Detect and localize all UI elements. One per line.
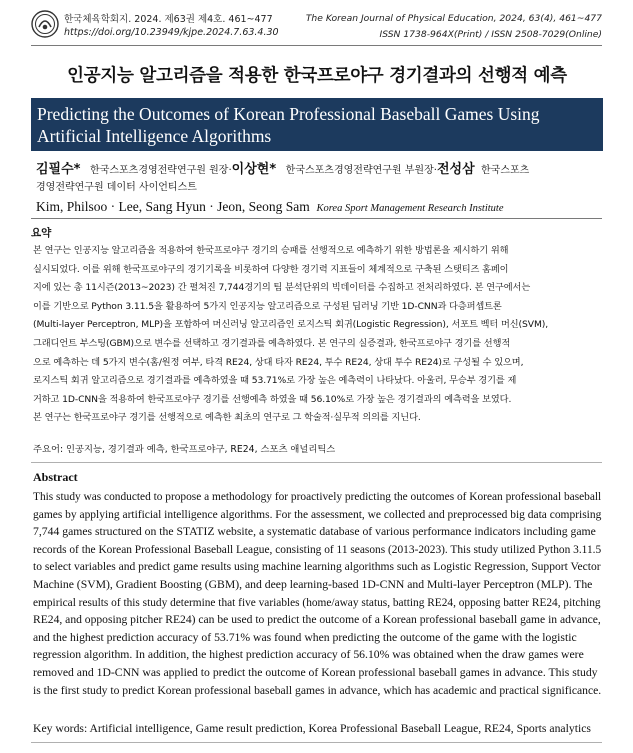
journal-citation-en: The Korean Journal of Physical Education, 2024, 63(4), 461~477 xyxy=(305,13,602,24)
abstract-en-line: 7,744 games structured on the STATIZ website, a systematic database of various performance indicators including game xyxy=(33,525,596,539)
authors-en xyxy=(36,199,504,215)
abstract-en-line: is the first study to predict Korean professional baseball games in advance, which has academic and practical significance. xyxy=(33,683,602,697)
authors-ko: 김필수* 한국스포츠경영전략연구원 원장·이상현* 한국스포츠경영전략연구원 부원장·전성삼 한국스포츠 경영전략연구원 데이터 사이언티스트 xyxy=(36,162,530,193)
author-3-affiliation-1: 한국스포츠 xyxy=(481,165,530,176)
journal-header-left xyxy=(31,8,301,42)
paper-title-ko: 인공지능 알고리즘을 적용한 한국프로야구 경기결과의 선행적 예측 xyxy=(67,66,567,86)
author-2-name: 이상현* xyxy=(231,162,277,177)
footer-divider xyxy=(31,742,602,743)
abstract-ko-body xyxy=(33,242,605,428)
abstract-en-line: RE24, and opposing pitcher RE24) can be used to predict the outcome of a Korean professional baseball game in advance, xyxy=(33,613,601,627)
abstract-en-line: regression algorithm. In addition, the highest prediction accuracy of 56.10% was obtained when the draw games were xyxy=(33,648,584,662)
paper-title-en: Predicting the Outcomes of Korean Professional Baseball Games Using Artificial Intelligence Algorithms xyxy=(37,104,540,146)
abstract-ko-line: 지에 있는 총 11시즌(2013~2023) 간 펼쳐진 7,744경기의 팀 분석단위의 빅데이터를 수집하고 전처리하였다. 본 연구에서는 xyxy=(33,282,531,294)
abstract-ko-line: 로지스틱 회귀 알고리즘으로 경기결과를 예측하였을 때 53.71%로 가장 높은 예측력이 나타났다. 아울러, 무승부 경기를 제 xyxy=(33,375,517,387)
abstract-ko-line: 본 연구는 인공지능 알고리즘을 적용하여 한국프로야구 경기의 승패를 선행적으로 예측하기 위한 방법론을 제시하기 위해 xyxy=(33,245,509,256)
abstract-ko-line: 이를 기반으로 Python 3.11.5을 활용하여 5가지 인공지능 알고리즘으로 구성된 딥러닝 기반 1D-CNN과 다층퍼셉트론 xyxy=(33,300,502,312)
institute-en: Korea Sport Management Research Institute xyxy=(316,203,504,214)
abstract-ko-line: 거하고 1D-CNN을 적용하여 한국프로야구 경기를 선행예측 하였을 때 56.10%로 가장 높은 경기결과의 예측력을 보였다. xyxy=(33,393,512,405)
header-divider xyxy=(31,45,602,46)
author-2-affiliation: 한국스포츠경영전략연구원 부원장 xyxy=(285,165,434,176)
abstract-en-line: to select variables and predict game results using machine learning algorithms such as Logistic Regression, Support Vector xyxy=(33,560,601,574)
journal-logo-icon xyxy=(31,10,59,38)
doi-link[interactable]: https://doi.org/10.23949/kjpe.2024.7.63.4.30 xyxy=(64,27,279,38)
authors-divider xyxy=(31,218,602,219)
abstract-en-line: records of the Korean Professional Baseball League, consisting of 11 seasons (2013-2023). This study utilized Python 3.11.5 xyxy=(33,542,602,556)
abstract-en-line: empirical results of this study determine that five variables (home/away status, batting RE24, opposing batter RE24, pitching xyxy=(33,595,601,609)
abstract-ko-line: (Multi-layer Perceptron, MLP)을 포함하여 머신러닝 알고리즘인 로지스틱 회귀(Logistic Regression), 서포트 벡터 머신(SVM), xyxy=(33,319,549,331)
abstract-en-line: Machine (SVM), Gradient Boosting (GBM), and deep learning-based 1D-CNN and Multi-layer Perceptron (MLP). The xyxy=(33,577,593,591)
abstract-en-line: removed and 1D-CNN was applied to predict the outcome of Korean professional baseball games in advance. This study xyxy=(33,665,598,679)
abstract-ko-line: 본 연구는 한국프로야구 경기를 선행적으로 예측한 최초의 연구로 그 학술적·실무적 의의를 지닌다. xyxy=(33,412,421,424)
abstract-en-line: and the highest prediction accuracy of 53.71% was found when predicting the outcome of the game with the logistic xyxy=(33,630,577,644)
author-3-name: 전성삼 xyxy=(436,162,475,177)
english-title-banner xyxy=(31,98,603,151)
abstract-ko-line: 으로 예측하는 데 5가지 변수(홈/원정 여부, 타격 RE24, 상대 타자 RE24, 투수 RE24, 상대 투수 RE24)로 구성될 수 있으며, xyxy=(33,356,524,368)
author-1-name: 김필수* xyxy=(36,162,81,177)
abstract-ko-line: 그래디언트 부스팅(GBM)으로 변수를 선택하고 경기결과를 예측하였다. 본 연구의 실증결과, 한국프로야구 경기를 선행적 xyxy=(33,337,511,349)
abstract-ko-heading: 요약 xyxy=(31,227,52,239)
abstract-en-line: This study was conducted to propose a methodology for proactively predicting the outcomes of Korean professional baseball xyxy=(33,490,602,503)
issn-line: ISSN 1738-964X(Print) / ISSN 2508-7029(Online) xyxy=(379,29,602,40)
keywords-ko: 주요어: 인공지능, 경기결과 예측, 한국프로야구, RE24, 스포츠 애널리틱스 xyxy=(33,444,336,455)
section-divider xyxy=(31,462,602,463)
journal-header-right xyxy=(306,11,602,43)
abstract-ko-line: 실시되었다. 이를 위해 한국프로야구의 경기기록을 비롯하여 다양한 경기력 지표들이 체계적으로 구축된 스탯티즈 홈페이 xyxy=(33,263,509,275)
abstract-en-line: games by applying artificial intelligence algorithms. For the assessment, we collected and preprocessed big data comprising xyxy=(33,507,602,521)
keywords-en: Key words: Artificial intelligence, Game result prediction, Korea Professional Baseball League, RE24, Sports analytics xyxy=(33,722,591,735)
abstract-en-heading: Abstract xyxy=(33,470,78,484)
journal-citation-ko: 한국체육학회지. 2024. 제63권 제4호. 461~477 xyxy=(64,14,273,25)
abstract-en-body xyxy=(33,488,605,699)
author-3-affiliation-2: 경영전략연구원 데이터 사이언티스트 xyxy=(36,182,197,193)
author-names-en: Kim, Philsoo · Lee, Sang Hyun · Jeon, Seong Sam xyxy=(36,199,310,214)
author-1-affiliation: 한국스포츠경영전략연구원 원장 xyxy=(90,165,229,176)
